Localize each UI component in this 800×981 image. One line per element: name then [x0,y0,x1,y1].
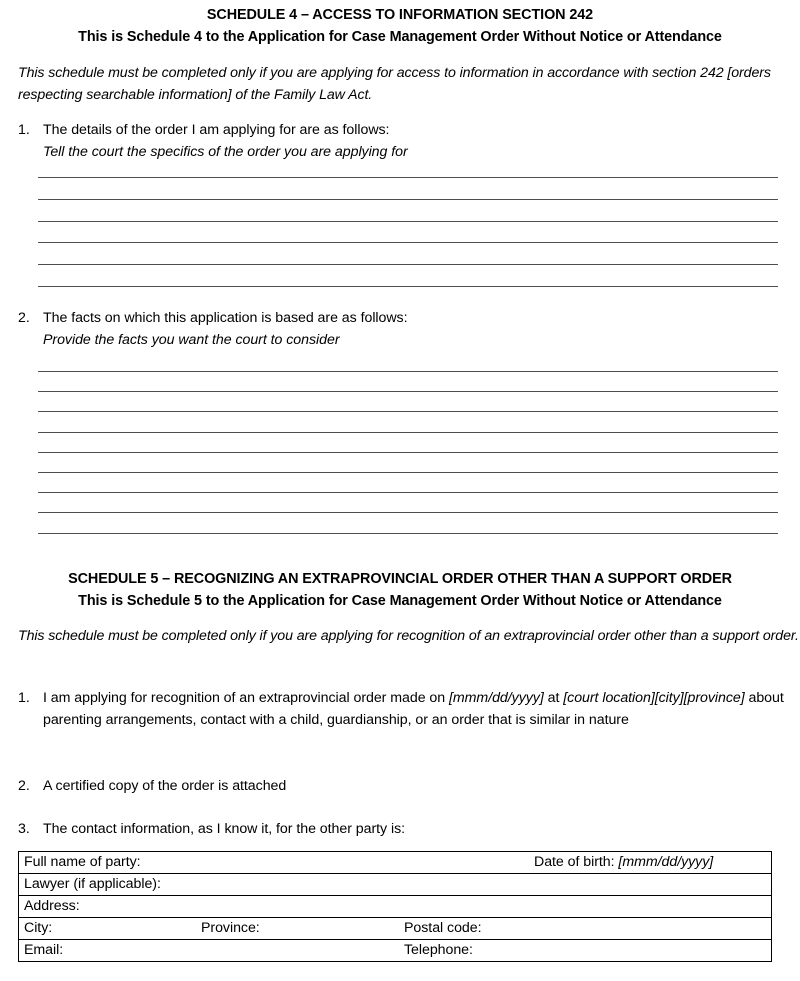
schedule-4-item-1 [18,119,797,163]
answer-line[interactable] [38,371,778,372]
item-text: The details of the order I am applying for are as follows: [43,122,390,138]
item-text-part-b: at [543,690,564,706]
field-label: Address: [24,897,80,914]
answer-line[interactable] [38,391,778,392]
table-cell[interactable] [19,874,772,896]
answer-line[interactable] [38,177,778,178]
cell-content [24,941,771,960]
field-label: Full name of party: [24,853,141,870]
contact-table-body [19,852,772,962]
table-cell[interactable] [19,852,772,874]
answer-line[interactable] [38,221,778,222]
item-text-part-c: about parenting arrangements, contact with a child, guardianship, or an order that is similar in nature [43,690,784,728]
answer-line[interactable] [38,492,778,493]
cell-content [24,897,771,916]
item-hint: Provide the facts you want the court to consider [43,332,340,348]
schedule-5-item-1 [18,687,795,731]
field-label: Province: [201,919,260,936]
schedule-5-subtitle: This is Schedule 5 to the Application for Case Management Order Without Notice or Attendance [78,593,722,609]
cell-content [24,919,771,938]
answer-line[interactable] [38,411,778,412]
item-number: 2. [18,778,30,794]
answer-line[interactable] [38,472,778,473]
item-text: A certified copy of the order is attached [43,778,287,794]
cell-content [24,875,771,894]
field-label: City: [24,919,53,936]
field-label: Lawyer (if applicable): [24,875,161,892]
field-label: Email: [24,941,64,958]
answer-line[interactable] [38,512,778,513]
table-row[interactable] [19,874,772,896]
table-row[interactable] [19,896,772,918]
answer-line[interactable] [38,533,778,534]
field-label: Postal code: [404,919,482,936]
item-number: 1. [18,122,30,138]
answer-line[interactable] [38,264,778,265]
item-text: The facts on which this application is based are as follows: [43,310,408,326]
answer-line[interactable] [38,452,778,453]
field-label: Telephone: [404,941,473,958]
table-row[interactable] [19,940,772,962]
field-label: Date of birth: [mmm/dd/yyyy] [534,853,714,870]
schedule-4-item-2 [18,307,797,351]
schedule-4-intro: This schedule must be completed only if you are applying for access to information in accordance with section 242 [orders respecting searchable information] of the Family Law Act. [18,65,771,103]
location-placeholder: [court location][city][province] [563,690,745,706]
table-row[interactable] [19,852,772,874]
answer-lines-item-2[interactable] [38,371,778,534]
contact-information-table[interactable] [18,851,772,962]
field-placeholder: [mmm/dd/yyyy] [618,853,714,870]
schedule-5-title: SCHEDULE 5 – RECOGNIZING AN EXTRAPROVINCIAL ORDER OTHER THAN A SUPPORT ORDER [68,571,732,587]
item-hint: Tell the court the specifics of the order you are applying for [43,144,408,160]
schedule-4-subtitle: This is Schedule 4 to the Application for Case Management Order Without Notice or Attendance [78,29,722,45]
table-cell[interactable] [19,918,772,940]
answer-line[interactable] [38,432,778,433]
item-text: The contact information, as I know it, for the other party is: [43,821,406,837]
schedule-5-item-3 [18,818,797,840]
answer-lines-item-1[interactable] [38,177,778,287]
date-placeholder: [mmm/dd/yyyy] [449,690,544,706]
answer-line[interactable] [38,286,778,287]
answer-line[interactable] [38,242,778,243]
item-number: 3. [18,821,30,837]
schedule-5-item-2 [18,775,797,797]
table-cell[interactable] [19,940,772,962]
item-text-part-a: I am applying for recognition of an extraprovincial order made on [43,690,449,706]
table-cell[interactable] [19,896,772,918]
item-number: 1. [18,690,30,706]
item-number: 2. [18,310,30,326]
schedule-5-intro: This schedule must be completed only if you are applying for recognition of an extraprovincial order other than a support order. [18,628,799,644]
cell-content [24,853,771,872]
table-row[interactable] [19,918,772,940]
schedule-4-title: SCHEDULE 4 – ACCESS TO INFORMATION SECTION 242 [206,7,594,23]
answer-line[interactable] [38,199,778,200]
